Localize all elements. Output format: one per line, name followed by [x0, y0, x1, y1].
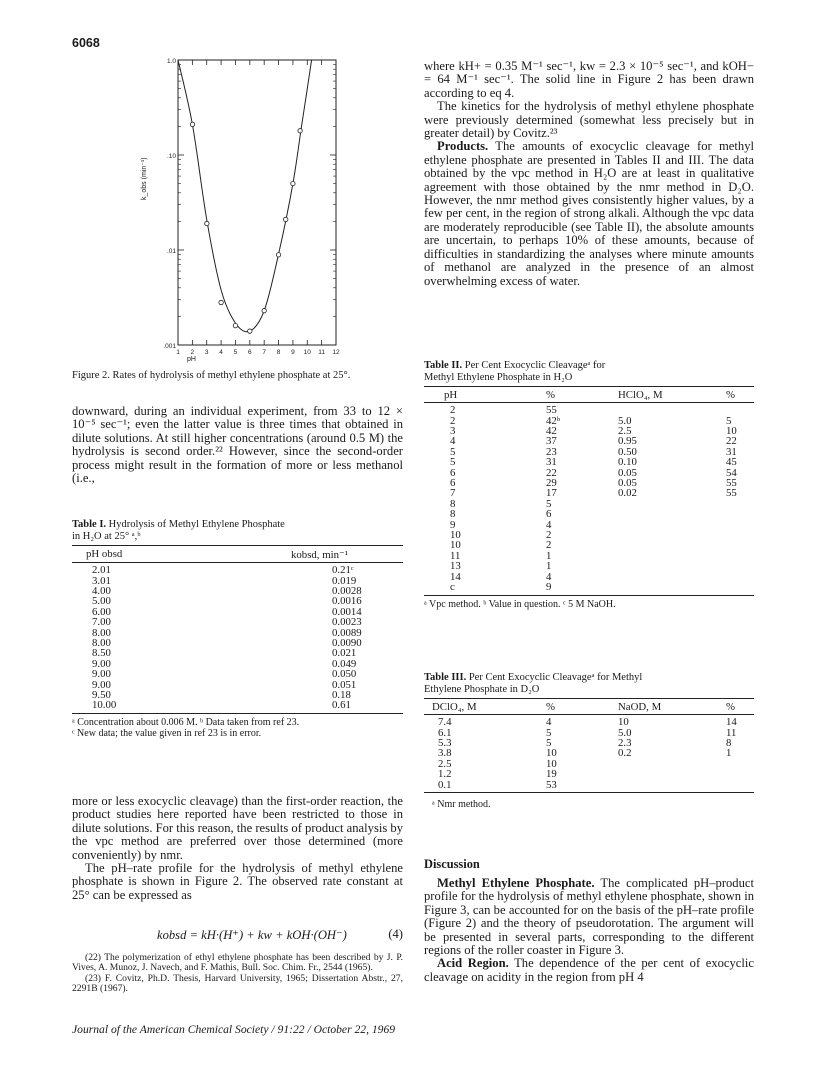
table2-row	[424, 509, 754, 519]
table2-cell	[596, 572, 706, 582]
table-1-title-line-2: in H₂O at 25° ᵃ,ᵇ	[72, 530, 141, 542]
table1-row	[72, 680, 403, 690]
mep-text: The complicated pH–product profile for the hydrolysis of methyl ethylene phosphate, shown in Figure 3, can be accounted for on the basis of the pH–rate profile (Figure 2) and the theory of pseudorotation. The argument will be presented in several parts, corresponding to the different regions of the roller coaster in Figure 3.	[424, 876, 754, 958]
table-2-footnote: ᵃ Vpc method. ᵇ Value in question. ᶜ 5 M NaOH.	[424, 598, 616, 610]
data-point	[233, 323, 237, 327]
table2-cell: 8	[450, 508, 456, 521]
table3-cell: 8	[726, 737, 732, 749]
table-1-header-ph: pH obsd	[86, 548, 123, 561]
table1-cell: 0.0028	[332, 585, 362, 597]
table-1-body	[72, 563, 403, 711]
table2-cell: 22	[726, 435, 737, 448]
x-tick-label: 8	[276, 349, 281, 356]
table2-cell	[596, 499, 706, 509]
table2-cell: 42ᵇ	[546, 414, 561, 427]
table2-cell: 2	[450, 404, 456, 417]
table2-cell	[596, 509, 706, 519]
y-tick-label: .01	[166, 248, 176, 255]
table-1-header-k: kobsd, min⁻¹	[291, 549, 348, 562]
table1-cell: 10.00	[92, 699, 117, 712]
table3-cell: 10	[546, 747, 557, 760]
x-tick-label: 12	[332, 349, 340, 356]
table-1-title	[72, 519, 403, 531]
table2-cell: 45	[726, 456, 737, 469]
table1-cell: 9.00	[92, 668, 111, 681]
table2-cell: 0.95	[618, 435, 637, 448]
table-2-title-text: Per Cent Exocyclic Cleavageᵃ for	[462, 360, 606, 371]
table2-row	[424, 499, 754, 509]
table-3-footnote: ᵃ Nmr method.	[432, 799, 491, 811]
table2-cell: 5	[450, 445, 456, 458]
table-1-footnote-1: ᵃ Concentration about 0.006 M. ᵇ Data taken from ref 23.	[72, 716, 300, 728]
table2-cell: 10	[450, 539, 461, 552]
table-1-footnote-2: ᶜ New data; the value given in ref 23 is in error.	[72, 727, 262, 739]
table-2	[424, 360, 754, 610]
table2-cell: 29	[546, 477, 557, 490]
table3-cell: 53	[546, 778, 557, 791]
table3-row	[424, 717, 754, 727]
table2-row	[424, 426, 754, 436]
y-tick-label: .10	[166, 153, 176, 160]
table3-cell: 7.4	[438, 716, 452, 729]
table2-cell: 10	[450, 529, 461, 542]
x-tick-label: 11	[318, 349, 326, 356]
table2-cell: 0.05	[618, 466, 637, 479]
table2-cell	[596, 540, 706, 550]
products-text: The amounts of exocyclic cleavage for methyl ethylene phosphate are presented in Tables II and III. The data obtained by the vpc method in H₂O are at least in qualitative agreement with those obtained by the nmr method in D₂O. However, the nmr method gives consistently higher values, by a few per cent, in the region of strong alkali. Although the vpc data are moderately reproducible (see Table II), the absolute amounts are uncertain, to perhaps 10% of these amounts, because of difficulties in standardizing the analyses where minute amounts of methanol are analyzed in the presence of an almost overwhelming excess of water.	[424, 139, 754, 288]
table2-cell: 6	[546, 508, 552, 521]
table-3-title	[424, 672, 754, 684]
figure-2-ylabel: k_obs (min⁻¹)	[141, 157, 148, 200]
x-tick-label: 1	[176, 349, 180, 356]
mep-heading: Methyl Ethylene Phosphate.	[437, 876, 595, 890]
table3-row	[424, 728, 754, 738]
x-tick-label: 7	[262, 349, 266, 356]
table-2-header-ph: pH	[444, 389, 458, 402]
left-para-2: more or less exocyclic cleavage) than the first-order reaction, the product studies here reported have been restricted to those in dilute solutions. For this reason, the results of product analysis by the vpc method are preferred over those determined (more conveniently) by nmr.	[72, 794, 403, 862]
reference-23: (23) F. Covitz, Ph.D. Thesis, Harvard University, 1965; Dissertation Abstr., 27, 2291B (1967).	[72, 972, 403, 995]
table2-cell: 3	[450, 425, 456, 437]
reference-22: (22) The polymerization of ethyl ethylene phosphate has been described by J. P. Vives, A. Munoz, J. Navech, and F. Mathis, Bull. Soc. Chim. Fr., 2544 (1965).	[72, 952, 403, 974]
right-column-text	[424, 60, 754, 288]
table2-row	[424, 520, 754, 530]
table1-cell: 0.21ᶜ	[332, 564, 354, 577]
table3-cell: 10	[546, 757, 557, 770]
table2-cell: c	[450, 581, 455, 594]
table2-row	[424, 447, 754, 457]
table2-cell: 4	[546, 518, 552, 531]
table2-cell: 55	[546, 404, 557, 417]
table1-cell: 9.00	[92, 678, 111, 691]
discussion-text	[424, 877, 754, 984]
data-point	[298, 129, 302, 133]
table1-cell: 6.00	[92, 605, 111, 618]
table1-cell: 0.0023	[332, 616, 362, 629]
table3-row	[424, 748, 754, 758]
table2-cell	[706, 540, 754, 550]
table2-cell: 0.05	[618, 477, 637, 490]
table2-row	[424, 405, 754, 415]
table3-row	[424, 780, 754, 790]
table1-row	[72, 690, 403, 700]
table1-cell: 0.0090	[332, 637, 362, 650]
table-2-label: Table II.	[424, 360, 463, 371]
table2-cell: 9	[450, 518, 456, 531]
table2-cell: 23	[546, 445, 557, 458]
table2-row	[424, 478, 754, 488]
table-3-title-text: Per Cent Exocyclic Cleavageᵃ for Methyl	[466, 672, 643, 683]
figure-2-chart	[140, 50, 370, 360]
data-point	[276, 253, 280, 257]
table-3-body	[424, 715, 754, 790]
table-3	[424, 672, 754, 810]
table2-cell: 2.5	[618, 425, 632, 437]
table2-cell	[596, 405, 706, 415]
table2-cell: 2	[546, 529, 552, 542]
table1-cell: 8.00	[92, 626, 111, 639]
acid-region-text: The dependence of the per cent of exocyclic cleavage on acidity in the region from pH 4	[424, 956, 754, 984]
fitted-curve	[178, 60, 312, 332]
table2-cell: 0.50	[618, 445, 637, 458]
right-para-2: The kinetics for the hydrolysis of methyl ethylene phosphate were previously determined (somewhat less precisely but in greater detail) by Covitz.²³	[424, 99, 754, 141]
products-heading: Products.	[437, 139, 489, 154]
table-2-body	[424, 403, 754, 592]
left-para-1: downward, during an individual experiment, from 33 to 12 × 10⁻⁵ sec⁻¹; even the latter value is three times that obtained in dilute solutions. At still higher concentrations (around 0.5 M) the hydrolysis is second order.²² However, since the second-order process might result in the formation of more or less methanol (i.e.,	[72, 404, 403, 486]
data-point	[219, 300, 223, 304]
table3-cell: 1.2	[438, 768, 452, 781]
table1-cell: 0.019	[332, 574, 357, 587]
table-1-title-text: Hydrolysis of Methyl Ethylene Phosphate	[106, 519, 285, 530]
table2-cell: 2	[546, 539, 552, 552]
table2-cell	[706, 561, 754, 571]
table2-cell: 13	[450, 560, 461, 573]
table2-cell: 11	[450, 549, 461, 562]
table3-row	[424, 769, 754, 779]
table-3-header-dclo4: DClO₄, M	[432, 701, 477, 714]
table3-cell	[596, 759, 706, 769]
table2-cell: 5.0	[618, 414, 632, 427]
table1-cell: 8.00	[92, 637, 111, 650]
table-3-header-naod: NaOD, M	[618, 701, 662, 714]
y-tick-label: .001	[163, 343, 176, 350]
table2-cell	[706, 499, 754, 509]
table2-cell: 37	[546, 435, 557, 448]
table2-row	[424, 540, 754, 550]
right-para-3	[424, 140, 754, 287]
table3-cell: 19	[546, 768, 557, 781]
y-tick-label: 1.0	[166, 58, 176, 65]
table1-cell: 8.50	[92, 647, 111, 660]
discussion-para-1	[424, 877, 754, 957]
table2-cell: 8	[450, 497, 456, 510]
equation-4	[72, 927, 403, 943]
table2-cell	[596, 530, 706, 540]
table1-cell: 0.0089	[332, 626, 362, 639]
table2-cell	[706, 520, 754, 530]
right-para-1: where kH+ = 0.35 M⁻¹ sec⁻¹, kw = 2.3 × 10⁻⁵ sec⁻¹, and kOH− = 64 M⁻¹ sec⁻¹. The solid line in Figure 2 has been drawn according to eq 4.	[424, 59, 754, 100]
x-tick-label: 6	[248, 349, 252, 356]
figure-2-caption: Figure 2. Rates of hydrolysis of methyl ethylene phosphate at 25°.	[72, 370, 351, 381]
table2-cell	[596, 551, 706, 561]
table2-cell: 6	[450, 466, 456, 479]
table-2-header-pct2: %	[726, 389, 735, 402]
table2-cell: 9	[546, 581, 552, 594]
table1-cell: 2.01	[92, 564, 111, 577]
table2-cell: 42	[546, 425, 557, 437]
x-tick-label: 2	[190, 349, 195, 356]
table2-cell: 0.10	[618, 456, 637, 469]
table3-cell	[706, 780, 754, 790]
x-tick-label: 3	[204, 349, 209, 356]
table3-cell: 6.1	[438, 726, 452, 739]
data-point	[205, 221, 209, 225]
table-3-header-pct: %	[546, 701, 555, 714]
table3-cell	[596, 780, 706, 790]
table1-cell: 7.00	[92, 616, 111, 629]
table2-cell: 6	[450, 477, 456, 490]
table-2-header	[424, 387, 754, 402]
table2-cell: 31	[546, 456, 557, 469]
x-tick-label: 10	[303, 349, 311, 356]
table2-cell	[596, 561, 706, 571]
table3-cell: 5	[546, 726, 552, 739]
table3-cell: 3.8	[438, 747, 452, 760]
table-2-header-hclo4: HClO₄, M	[618, 389, 663, 402]
table1-cell: 0.0016	[332, 595, 362, 608]
table1-row	[72, 700, 403, 710]
journal-footer: Journal of the American Chemical Society / 91:22 / October 22, 1969	[72, 1023, 396, 1036]
table2-cell: 55	[726, 487, 737, 500]
table2-cell: 1	[546, 560, 552, 573]
table2-cell: 2	[450, 414, 456, 427]
table1-cell: 0.050	[332, 668, 357, 681]
table2-cell: 5	[450, 456, 456, 469]
table-3-header-pct2: %	[726, 701, 735, 714]
discussion-para-2	[424, 957, 754, 984]
table2-cell: 4	[450, 435, 456, 448]
table3-cell: 4	[546, 716, 552, 729]
table2-cell	[706, 572, 754, 582]
table2-cell	[706, 509, 754, 519]
table1-cell: 9.50	[92, 689, 111, 702]
table3-cell: 5	[546, 737, 552, 749]
table-1-header	[72, 546, 403, 562]
table-1-label: Table I.	[72, 519, 107, 530]
table2-row	[424, 436, 754, 446]
table3-cell: 2.3	[618, 737, 632, 749]
figure-2-xlabel: pH	[187, 356, 196, 363]
discussion-heading: Discussion	[424, 857, 480, 871]
table2-row	[424, 530, 754, 540]
table2-cell	[706, 530, 754, 540]
table1-cell: 9.00	[92, 657, 111, 670]
data-point	[248, 329, 252, 333]
table3-cell: 11	[726, 726, 737, 739]
table3-cell: 14	[726, 716, 737, 729]
table-1	[72, 519, 403, 739]
x-tick-label: 4	[219, 349, 223, 356]
page-number: 6068	[72, 36, 100, 50]
table2-row	[424, 561, 754, 571]
table2-cell: 22	[546, 466, 557, 479]
table2-cell: 54	[726, 466, 737, 479]
table-2-header-pct: %	[546, 389, 555, 402]
table1-cell: 0.051	[332, 678, 357, 691]
equation-text: kobsd = kH·(H⁺) + kw + kOH·(OH⁻)	[157, 928, 347, 942]
table2-cell	[706, 551, 754, 561]
left-column-paragraph-1	[72, 405, 403, 485]
x-tick-label: 5	[233, 349, 238, 356]
table3-cell: 2.5	[438, 757, 452, 770]
table1-cell: 0.049	[332, 657, 357, 670]
x-tick-label: 9	[291, 349, 295, 356]
acid-region-heading: Acid Region.	[437, 956, 509, 971]
table2-row	[424, 551, 754, 561]
table1-cell: 3.01	[92, 574, 111, 587]
table1-cell: 0.61	[332, 699, 351, 712]
table1-cell: 0.18	[332, 689, 351, 702]
table3-cell: 5.0	[618, 726, 632, 739]
table2-cell: 5	[546, 497, 552, 510]
table2-cell: 17	[546, 487, 557, 500]
table2-row	[424, 416, 754, 426]
table3-cell	[596, 769, 706, 779]
table-2-title-line-2: Methyl Ethylene Phosphate in H₂O	[424, 371, 573, 383]
data-point	[190, 122, 194, 126]
table3-cell	[706, 769, 754, 779]
table1-cell: 5.00	[92, 595, 111, 608]
table3-cell: 0.2	[618, 747, 632, 760]
table-3-title-line-2: Ethylene Phosphate in D₂O	[424, 683, 540, 695]
left-para-3: The pH–rate profile for the hydrolysis of methyl ethylene phosphate is shown in Figure 2. The observed rate constant at 25° can be expressed as	[72, 861, 403, 902]
plot-frame	[178, 60, 336, 345]
references	[72, 953, 403, 995]
data-point	[262, 308, 266, 312]
table-2-title	[424, 360, 754, 372]
table2-row	[424, 572, 754, 582]
table2-cell: 55	[726, 477, 737, 490]
table2-cell: 4	[546, 570, 552, 583]
table2-row	[424, 457, 754, 467]
table2-cell: 10	[726, 425, 737, 437]
table1-cell: 0.021	[332, 647, 357, 660]
table2-cell	[706, 582, 754, 592]
table3-row	[424, 759, 754, 769]
table2-cell: 14	[450, 570, 461, 583]
table1-cell: 0.0014	[332, 605, 362, 618]
table3-cell: 1	[726, 747, 732, 760]
table3-row	[424, 738, 754, 748]
left-column-paragraph-2	[72, 795, 403, 902]
table3-cell: 10	[618, 716, 629, 729]
table2-row	[424, 488, 754, 498]
table-3-label: Table III.	[424, 672, 467, 683]
table2-cell: 0.02	[618, 487, 637, 500]
table-3-header	[424, 699, 754, 714]
table2-cell	[596, 582, 706, 592]
table1-cell: 4.00	[92, 585, 111, 597]
table2-cell: 5	[726, 414, 732, 427]
table3-cell: 0.1	[438, 778, 452, 791]
table2-row	[424, 582, 754, 592]
table2-row	[424, 468, 754, 478]
table3-cell: 5.3	[438, 737, 452, 749]
table2-cell	[596, 520, 706, 530]
table2-cell: 31	[726, 445, 737, 458]
data-point	[284, 217, 288, 221]
table2-cell: 1	[546, 549, 552, 562]
data-point	[291, 181, 295, 185]
equation-number: (4)	[388, 927, 403, 941]
table2-cell: 7	[450, 487, 456, 500]
table3-cell	[706, 759, 754, 769]
